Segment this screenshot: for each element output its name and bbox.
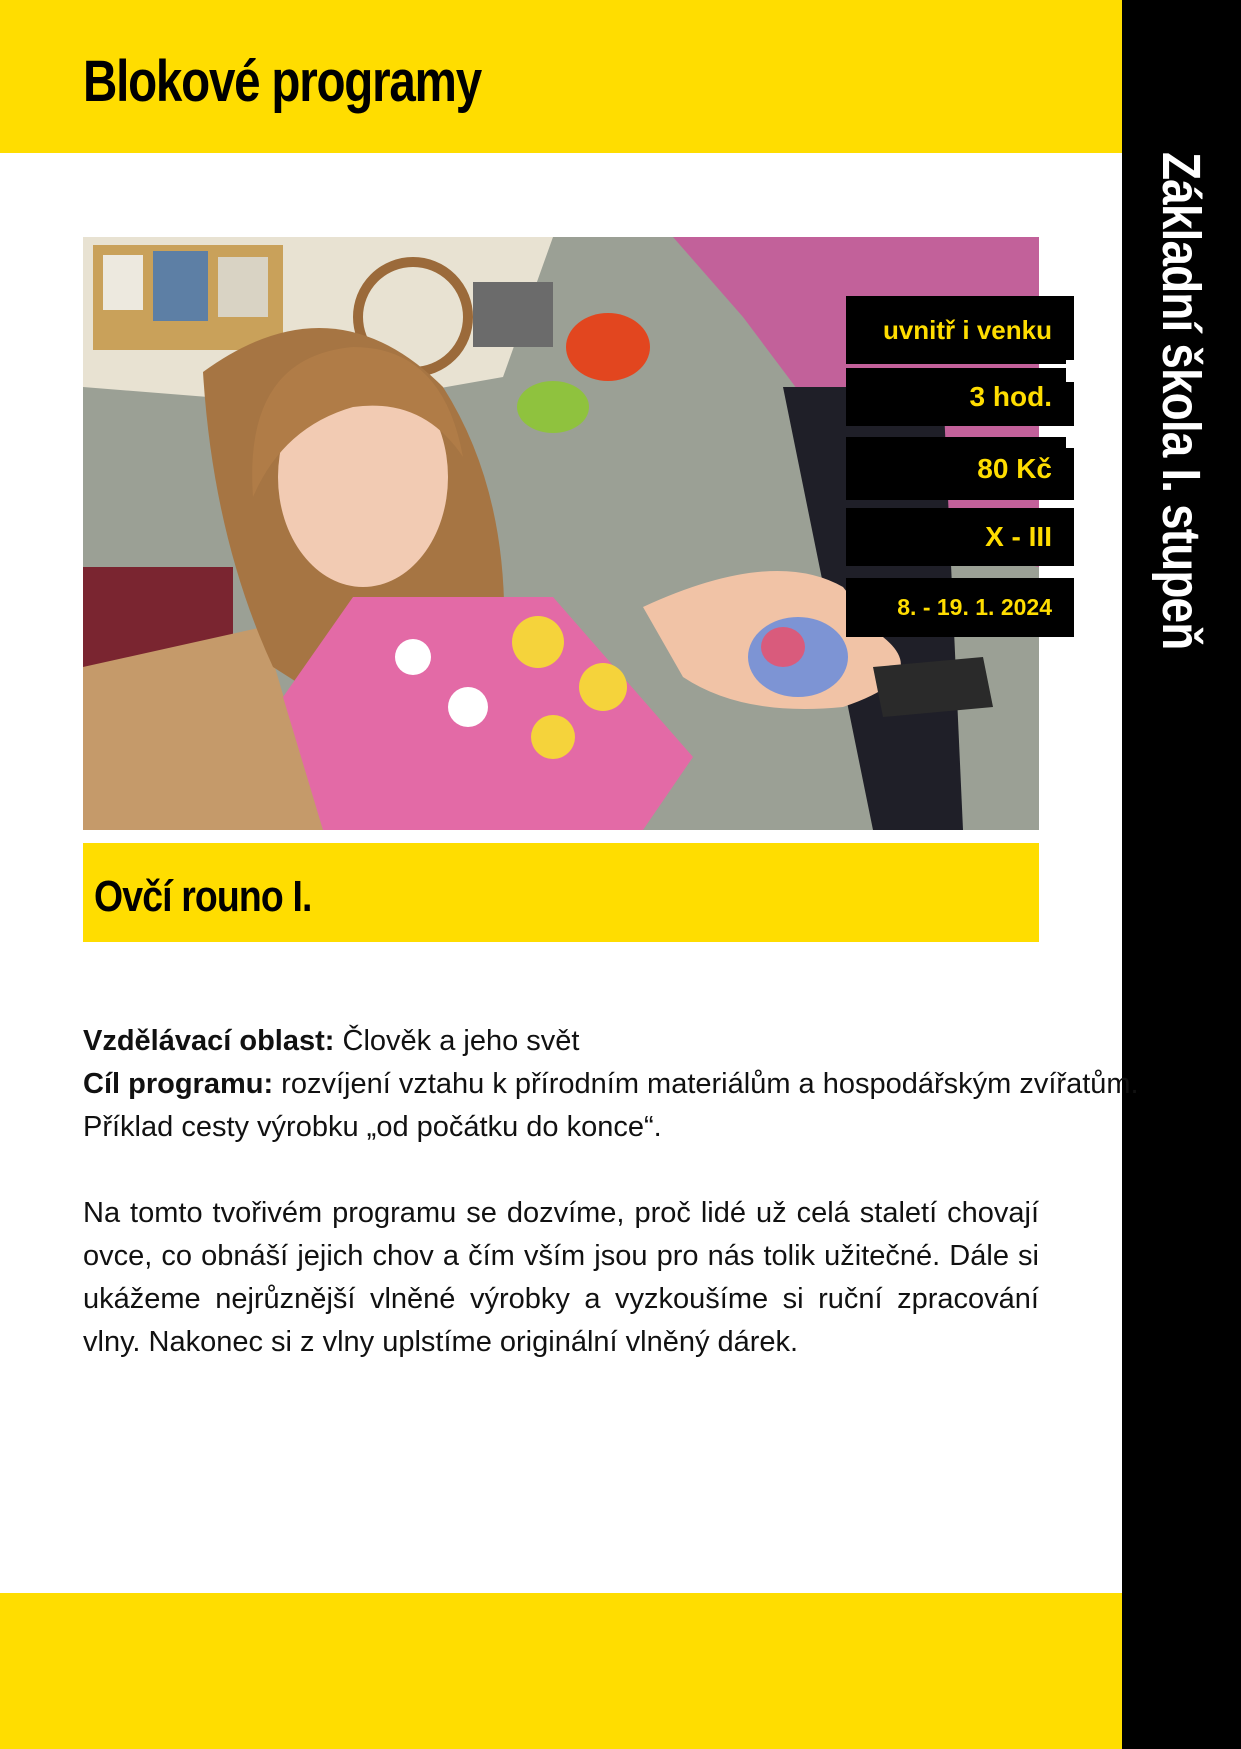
- program-title: Ovčí rouno I.: [94, 872, 312, 921]
- footer-band: [0, 1593, 1122, 1749]
- education-area: [83, 1020, 1039, 1063]
- info-divider: [1066, 426, 1074, 448]
- program-goal-label: Cíl programu:: [83, 1068, 274, 1100]
- info-grade: X - III: [846, 508, 1074, 566]
- side-title: Základní škola I. stupeň: [1151, 152, 1211, 650]
- education-area-value: Člověk a jeho svět: [334, 1025, 580, 1057]
- education-area-label: Vzdělávací oblast:: [83, 1025, 335, 1057]
- program-goal-value: rozvíjení vztahu k přírodním materiálům a hospodářským zvířatům.: [273, 1068, 1139, 1100]
- info-divider: [1066, 360, 1074, 382]
- program-description: Na tomto tvořivém programu se dozvíme, proč lidé už celá staletí chovají ovce, co obnáší jejich chov a čím vším jsou pro nás tolik užitečné. Dále si ukážeme nejrůznější vlněné výrobky a vyzkoušíme si ruční zpracování vlny. Nakonec si z vlny uplstíme originální vlněný dárek.: [83, 1197, 1039, 1358]
- program-goal: [83, 1063, 1139, 1106]
- info-price: 80 Kč: [846, 437, 1074, 500]
- program-goal-line2: Příklad cesty výrobku „od počátku do konce“.: [83, 1111, 662, 1143]
- info-dates: 8. - 19. 1. 2024: [846, 578, 1074, 637]
- info-duration: 3 hod.: [846, 368, 1074, 426]
- page-title: Blokové programy: [83, 49, 481, 114]
- program-details: [83, 1020, 1139, 1364]
- info-location: uvnitř i venku: [846, 296, 1074, 364]
